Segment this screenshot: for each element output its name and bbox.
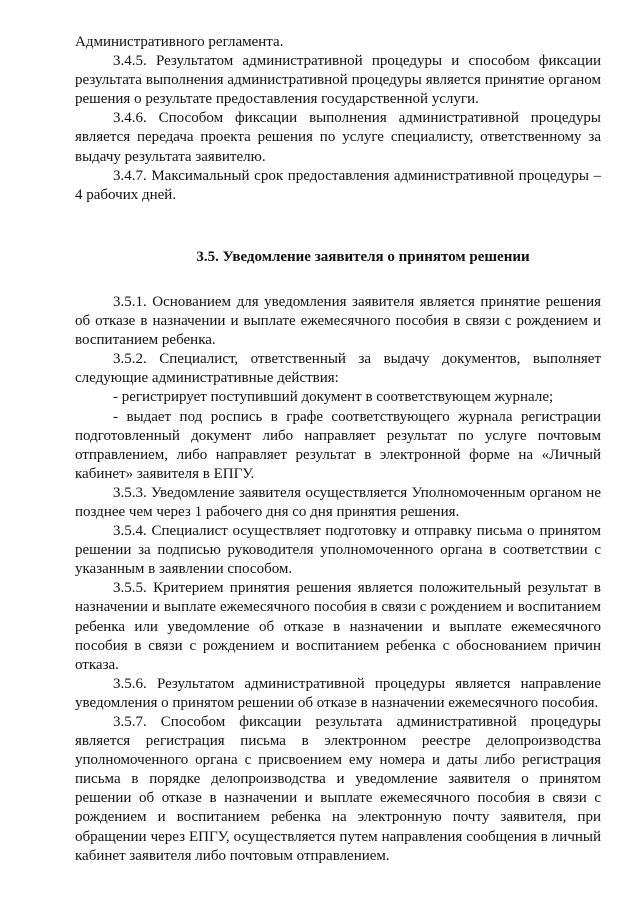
paragraph-3-5-3: 3.5.3. Уведомление заявителя осуществляется Уполномоченным органом не позднее чем через 1 рабочего дня со дня принятия решения.	[75, 484, 601, 520]
list-item-register: - регистрирует поступивший документ в соответствующем журнале;	[113, 389, 554, 406]
paragraph-3-4-7: 3.4.7. Максимальный срок предоставления административной процедуры – 4 рабочих дней.	[75, 167, 601, 203]
section-heading-3-5: 3.5. Уведомление заявителя о принятом решении	[196, 248, 530, 265]
paragraph-3-4-6: 3.4.6. Способом фиксации выполнения административной процедуры является передача проекта решения по услуге специалисту, ответственному за выдачу результата заявителю.	[75, 110, 601, 165]
paragraph-3-5-6: 3.5.6. Результатом административной процедуры является направление уведомления о принятом решении об отказе в назначении ежемесячного пособия.	[75, 675, 601, 711]
paragraph-continuation: Административного регламента.	[75, 34, 284, 50]
paragraph-3-5-5: 3.5.5. Критерием принятия решения является положительный результат в назначении и выплате ежемесячного пособия в связи с рождением и воспитанием ребенка или уведомление об отказе в назначении и выплате ежемесячного пособия в связи с рождением и воспитанием ребенка с обоснованием причин отказа.	[75, 580, 601, 673]
paragraph-3-5-7: 3.5.7. Способом фиксации результата административной процедуры является регистрация письма в электронном реестре делопроизводства уполномоченного органа с присвоением ему номера и даты либо регистрация письма в порядке делопроизводства и уведомление заявителя о принятом решении об отказе в назначении и выплате ежемесячного пособия в связи с рождением и воспитанием ребенка на электронную почту заявителя, при обращении через ЕПГУ, осуществляется путем направления сообщения в личный кабинет заявителя либо почтовым отправлением.	[75, 714, 601, 864]
paragraph-3-5-4: 3.5.4. Специалист осуществляет подготовку и отправку письма о принятом решении за подписью руководителя уполномоченного органа в соответствии с указанным в заявлении способом.	[75, 523, 601, 578]
paragraph-3-5-2: 3.5.2. Специалист, ответственный за выдачу документов, выполняет следующие административные действия:	[75, 351, 601, 387]
paragraph-3-4-5: 3.4.5. Результатом административной процедуры и способом фиксации результата выполнения административной процедуры является принятие органом решения о результате предоставления государственной услуги.	[75, 53, 601, 108]
list-item-issue: - выдает под роспись в графе соответствующего журнала регистрации подготовленный документ либо направляет результат по услуге почтовым отправлением, либо направляет результат в электронной форме на «Личный кабинет» заявителя в ЕПГУ.	[75, 408, 601, 482]
paragraph-3-5-1: 3.5.1. Основанием для уведомления заявителя является принятие решения об отказе в назначении и выплате ежемесячного пособия в связи с рождением и воспитанием ребенка.	[75, 293, 601, 349]
